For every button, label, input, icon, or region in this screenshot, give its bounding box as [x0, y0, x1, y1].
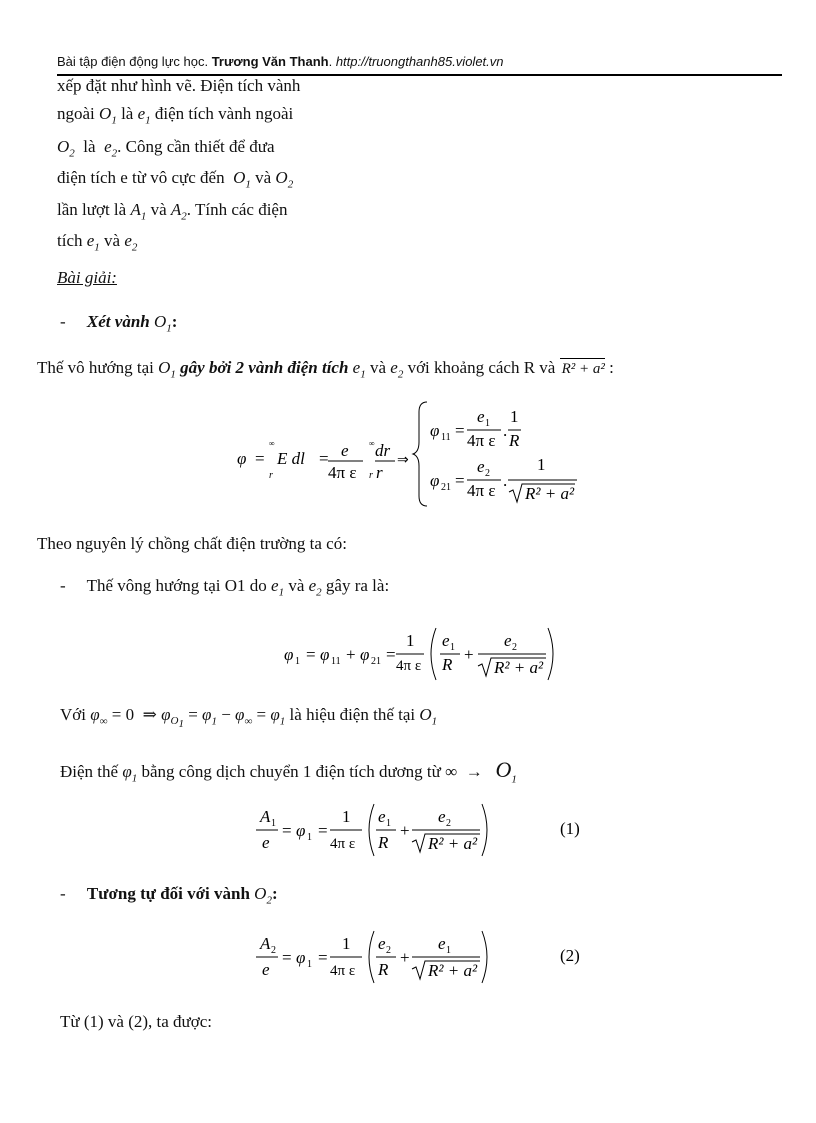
svg-text:e: e — [378, 807, 386, 826]
svg-text:21: 21 — [441, 482, 451, 493]
svg-text:2: 2 — [512, 642, 517, 653]
final-line: Từ (1) và (2), ta được: — [60, 1012, 213, 1031]
svg-text:2: 2 — [271, 945, 276, 956]
svg-text:1: 1 — [307, 832, 312, 843]
svg-text:.: . — [503, 471, 508, 490]
potential-sentence: Thế vô hướng tại $O_1$ gây bởi 2 vành điện tích $e_1$ và $e_2$ với khoảng cách R và R² + a² : — [37, 358, 614, 381]
svg-text:A: A — [260, 934, 271, 953]
svg-text:e: e — [438, 807, 446, 826]
svg-text:11: 11 — [441, 432, 451, 443]
intro-line-2: $O_2$ là $e_2$. Công cần thiết để đưa — [57, 137, 275, 160]
svg-text:e: e — [378, 934, 386, 953]
svg-text:1: 1 — [307, 959, 312, 970]
svg-text:4π ε: 4π ε — [330, 836, 356, 852]
superposition-text: Theo nguyên lý chồng chất điện trường ta có: — [37, 534, 347, 553]
equation-phi1 — [280, 622, 580, 684]
svg-text:=: = — [386, 645, 396, 664]
svg-text:φ: φ — [320, 645, 330, 664]
bullet-2: - Thế vông hướng tại O1 do $e_1$ và $e_2$ gây ra là: — [60, 576, 390, 599]
svg-text:+: + — [464, 645, 474, 664]
svg-text:=: = — [319, 449, 329, 468]
svg-text:+: + — [400, 948, 410, 967]
intro-line-0: xếp đặt như hình vẽ. Điện tích vành — [57, 76, 301, 95]
header-prefix: Bài tập điện động lực học. — [57, 54, 212, 69]
intro-line-1: ngoài $O_1$ là $e_1$ điện tích vành ngoài — [57, 104, 294, 127]
svg-text:21: 21 — [371, 656, 381, 667]
svg-text:=: = — [306, 645, 316, 664]
svg-text:e: e — [438, 934, 446, 953]
svg-text:r: r — [376, 463, 383, 482]
svg-text:1: 1 — [406, 631, 415, 650]
svg-text:φ: φ — [284, 645, 294, 664]
svg-text:dr: dr — [375, 441, 391, 460]
svg-text:A: A — [260, 807, 271, 826]
svg-text:1: 1 — [342, 807, 351, 826]
eq-label-2: (2) — [560, 946, 580, 965]
svg-text:r: r — [369, 470, 373, 481]
svg-text:4π ε: 4π ε — [467, 431, 496, 450]
eq-phi: φ — [237, 449, 247, 468]
svg-text:1: 1 — [450, 642, 455, 653]
svg-text:4π ε: 4π ε — [396, 658, 422, 674]
svg-text:2: 2 — [485, 468, 490, 479]
svg-text:=: = — [255, 449, 265, 468]
svg-text:4π ε: 4π ε — [330, 963, 356, 979]
svg-text:11: 11 — [331, 656, 341, 667]
svg-text:R: R — [378, 833, 389, 852]
svg-text:E dl: E dl — [277, 449, 305, 468]
svg-text:1: 1 — [271, 818, 276, 829]
svg-text:e: e — [341, 441, 349, 460]
svg-text:e: e — [477, 457, 485, 476]
svg-text:R² + a²: R² + a² — [428, 834, 478, 853]
svg-text:R² + a²: R² + a² — [525, 484, 575, 503]
intro-line-5: tích $e_1$ và $e_2$ — [57, 231, 138, 254]
svg-text:1: 1 — [537, 455, 546, 474]
svg-text:2: 2 — [386, 945, 391, 956]
svg-text:e: e — [442, 631, 450, 650]
intro-line-3: điện tích e từ vô cực đến $O_1$ và $O_2$ — [57, 168, 294, 191]
svg-text:φ: φ — [360, 645, 370, 664]
svg-text:R: R — [378, 960, 389, 979]
svg-text:1: 1 — [342, 934, 351, 953]
svg-text:φ: φ — [430, 421, 440, 440]
svg-text:1: 1 — [485, 418, 490, 429]
svg-text:R: R — [509, 431, 520, 450]
header-site: http://truongthanh85.violet.vn — [335, 54, 504, 69]
svg-text:φ: φ — [296, 948, 306, 967]
svg-text:=: = — [455, 471, 465, 490]
svg-text:1: 1 — [510, 407, 519, 426]
svg-text:=: = — [282, 821, 292, 840]
svg-text:e: e — [477, 407, 485, 426]
section-2-heading: - Tương tự đối với vành $O_2$: — [60, 884, 278, 907]
svg-text:+: + — [400, 821, 410, 840]
intro-line-4: lần lượt là $A_1$ và $A_2$. Tính các điện — [57, 200, 288, 223]
svg-text:1: 1 — [295, 656, 300, 667]
svg-text:R: R — [442, 655, 453, 674]
with-line: Với $\varphi_\infty = 0$ ⇒ $\varphi_{O_1} = \varphi_1 - \varphi_\infty = \varphi_1$ là hiệu điện thế tại $O_1$ — [60, 705, 438, 731]
solution-label: Bài giải: — [57, 268, 117, 287]
svg-text:+: + — [346, 645, 356, 664]
svg-text:R² + a²: R² + a² — [428, 961, 478, 980]
equation-2 — [250, 925, 590, 989]
svg-text:∞: ∞ — [369, 439, 375, 448]
svg-text:e: e — [504, 631, 512, 650]
svg-text:∞: ∞ — [269, 439, 275, 448]
svg-text:⇒: ⇒ — [397, 453, 409, 468]
svg-text:R² + a²: R² + a² — [494, 658, 544, 677]
svg-text:r: r — [269, 470, 273, 481]
svg-text:=: = — [282, 948, 292, 967]
equation-1 — [250, 798, 590, 862]
page-header — [57, 54, 504, 69]
svg-text:e: e — [262, 833, 270, 852]
svg-text:φ: φ — [430, 471, 440, 490]
header-author: Trương Văn Thanh — [211, 54, 329, 69]
svg-text:=: = — [455, 421, 465, 440]
svg-text:.: . — [503, 421, 508, 440]
symbol-O1: $O_1$ — [99, 104, 117, 127]
svg-text:=: = — [318, 821, 328, 840]
equation-potential-system — [225, 398, 585, 510]
header-sep: . — [328, 54, 336, 69]
eq-label-1: (1) — [560, 819, 580, 838]
svg-text:φ: φ — [296, 821, 306, 840]
svg-text:2: 2 — [446, 818, 451, 829]
svg-text:4π ε: 4π ε — [328, 463, 357, 482]
svg-text:1: 1 — [386, 818, 391, 829]
svg-text:1: 1 — [446, 945, 451, 956]
symbol-e1: $e_1$ — [137, 104, 151, 127]
potential-line: Điện thế $\varphi_1$ bằng công dịch chuyển 1 điện tích dương từ ∞ → $O_1$ — [60, 757, 517, 786]
svg-text:e: e — [262, 960, 270, 979]
section-1-heading: - Xét vành $O_1$: — [60, 312, 178, 335]
svg-text:=: = — [318, 948, 328, 967]
svg-text:4π ε: 4π ε — [467, 481, 496, 500]
